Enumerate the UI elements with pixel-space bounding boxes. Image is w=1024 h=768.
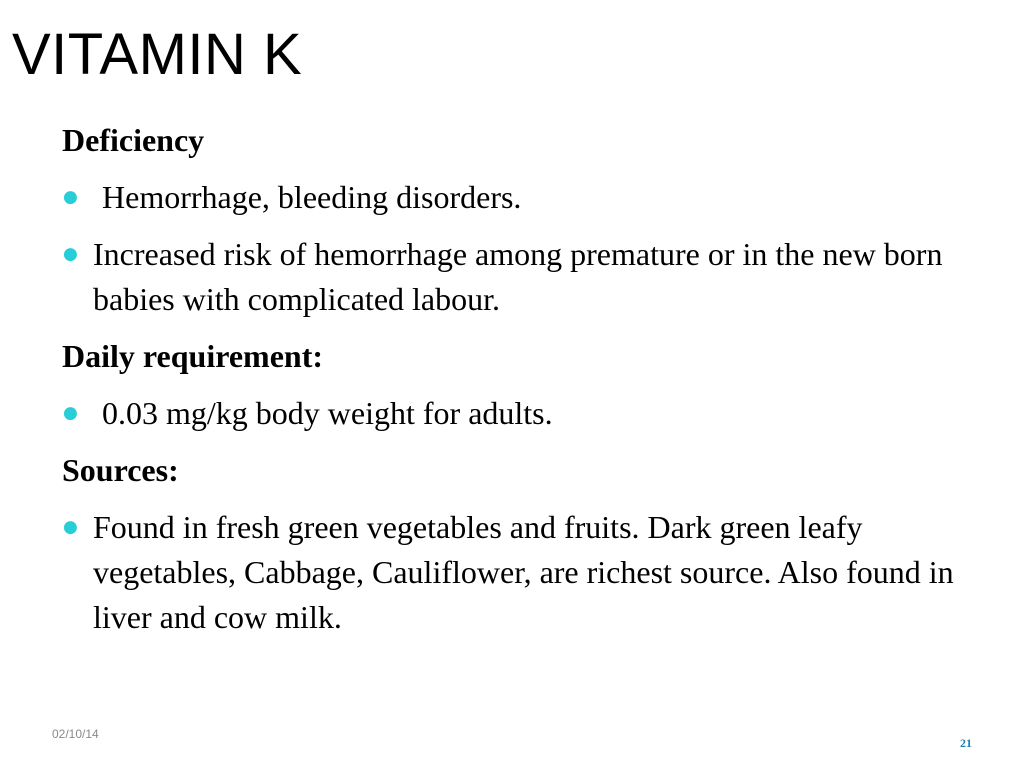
bullet-text: Found in fresh green vegetables and fruits. Dark green leafy vegetables, Cabbage, Cauliflower, are richest source. Also found in liver and cow milk. — [93, 509, 954, 635]
bullet-text: Hemorrhage, bleeding disorders. — [102, 179, 522, 215]
section-heading-daily-requirement: Daily requirement: — [62, 338, 323, 374]
bullet-dot-icon: ● — [63, 517, 78, 537]
footer-date: 02/10/14 — [52, 727, 99, 741]
bullet-dot-icon: ● — [63, 403, 78, 423]
bullet-item — [62, 391, 1012, 436]
slide-content — [62, 118, 1012, 640]
slide-title: VITAMIN K — [12, 22, 303, 87]
bullet-item — [62, 175, 1012, 220]
section-heading-sources: Sources: — [62, 452, 179, 488]
page-number: 21 — [960, 736, 972, 750]
bullet-text: Increased risk of hemorrhage among premature or in the new born babies with complicated labour. — [93, 236, 943, 317]
bullet-dot-icon: ● — [63, 187, 78, 207]
bullet-dot-icon: ● — [63, 244, 78, 264]
bullet-text: 0.03 mg/kg body weight for adults. — [102, 395, 553, 431]
bullet-item — [62, 505, 1012, 640]
section-heading-deficiency: Deficiency — [62, 122, 205, 158]
bullet-item — [62, 232, 1012, 322]
